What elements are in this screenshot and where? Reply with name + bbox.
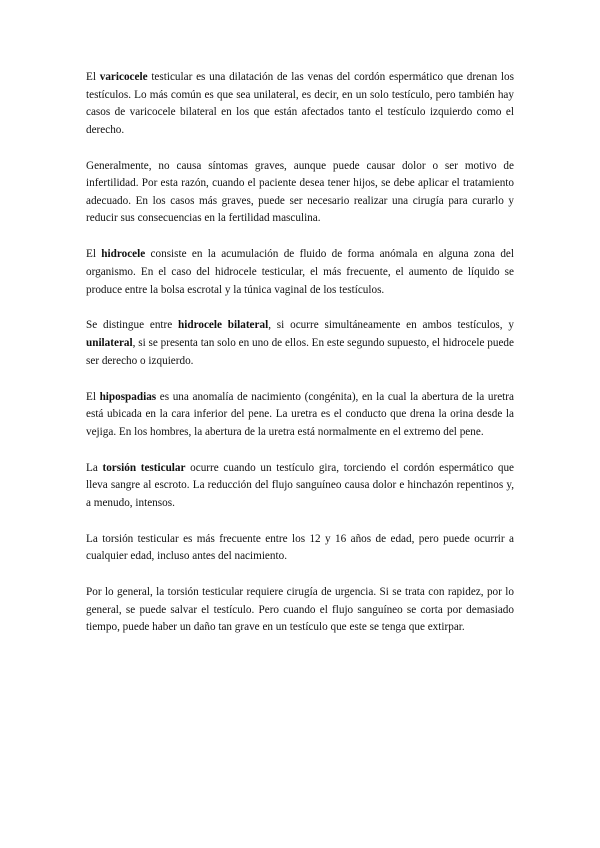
term-hidrocele-bilateral: hidrocele bilateral	[178, 319, 269, 332]
paragraph-varicocele	[86, 69, 514, 139]
paragraph-text: , si ocurre simultáneamente en ambos testículos, y	[268, 319, 515, 332]
paragraph-text: es una anomalía de nacimiento (congénita), en la cual la abertura de la uretra está ubicada en la cara inferior del pene. La uretra es el conducto que drena la orina desde la vejiga. En los hombres, la abertura de la uretra está normalmente en el extremo del pene.	[86, 390, 514, 438]
paragraph-torsion	[86, 460, 514, 513]
paragraph-text: El	[86, 71, 100, 83]
term-varicocele: varicocele	[99, 71, 148, 83]
term-hipospadias: hipospadias	[99, 390, 157, 403]
paragraph-torsion-treatment	[86, 584, 514, 637]
paragraph-text: Generalmente, no causa síntomas graves, aunque puede causar dolor o ser motivo de infertilidad. Por esta razón, cuando el paciente desea tener hijos, se debe aplicar el tratamiento adecuado. En los casos más graves, puede ser necesario realizar una cirugía para curarlo y reducir sus consecuencias en la fertilidad masculina.	[86, 159, 514, 225]
paragraph-text: testicular es una dilatación de las venas del cordón espermático que drenan los testículos. Lo más común es que sea unilateral, es decir, en un solo testículo, pero también hay casos de varicocele bilateral en los que están afectados tanto el testículo izquierdo como el derecho.	[86, 71, 514, 136]
paragraph-text: La torsión testicular es más frecuente entre los 12 y 16 años de edad, pero puede ocurrir a cualquier edad, incluso antes del nacimiento.	[86, 532, 514, 563]
paragraph-varicocele-treatment	[86, 158, 514, 228]
paragraph-text: La	[86, 461, 103, 474]
paragraph-hidrocele	[86, 246, 514, 299]
paragraph-hipospadias	[86, 389, 514, 442]
term-hidrocele: hidrocele	[101, 248, 146, 261]
term-unilateral: unilateral	[86, 337, 133, 350]
term-torsion-testicular: torsión testicular	[102, 461, 186, 474]
paragraph-text: Por lo general, la torsión testicular requiere cirugía de urgencia. Si se trata con rapidez, por lo general, se puede salvar el testículo. Pero cuando el flujo sanguíneo se corta por demasiado tiempo, puede haber un daño tan grave en un testículo que este se tenga que extirpar.	[86, 586, 514, 634]
paragraph-text: El	[86, 248, 102, 261]
paragraph-hidrocele-types	[86, 317, 514, 370]
paragraph-torsion-age	[86, 531, 514, 566]
paragraph-text: ocurre cuando un testículo gira, torciendo el cordón espermático que lleva sangre al escroto. La reducción del flujo sanguíneo causa dolor e hinchazón repentinos y, a menudo, intensos.	[86, 461, 514, 509]
paragraph-text: Se distingue entre	[86, 319, 179, 332]
paragraph-text: , si se presenta tan solo en uno de ellos. En este segundo supuesto, el hidrocele puede ser derecho o izquierdo.	[86, 337, 514, 367]
paragraph-text: consiste en la acumulación de fluido de forma anómala en alguna zona del organismo. En el caso del hidrocele testicular, el más frecuente, el aumento de líquido se produce entre la bolsa escrotal y la túnica vaginal de los testículos.	[86, 248, 514, 296]
paragraph-text: El	[86, 390, 100, 403]
document-body	[86, 69, 514, 655]
